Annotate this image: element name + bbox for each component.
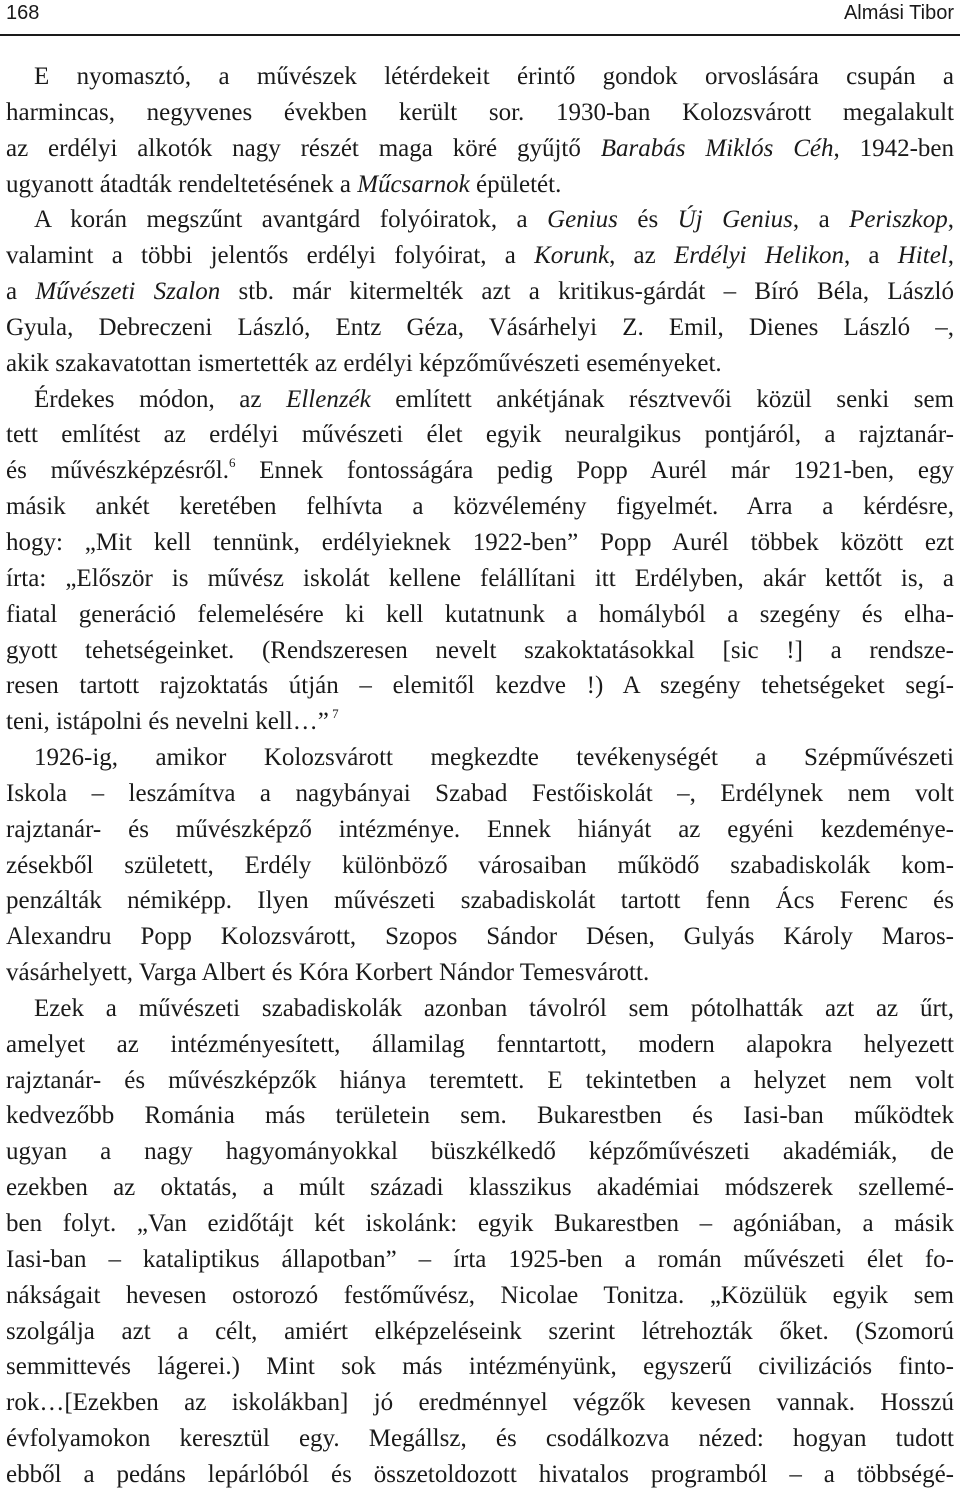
text-line (6, 1349, 954, 1385)
body-text (6, 59, 954, 1493)
text-segment: Gyula, Debreczeni László, Entz Géza, Vásárhelyi Z. Emil, Dienes László –, (6, 313, 954, 341)
text-line (6, 310, 954, 346)
text-line (6, 1098, 954, 1134)
text-line (6, 417, 954, 453)
italic-title: Barabás Miklós Céh (600, 134, 834, 162)
text-line (6, 1027, 954, 1063)
text-segment: , az (609, 242, 674, 270)
text-segment: akik szakavatottan ismertették az erdélyi képzőművészeti eseményeket. (6, 349, 722, 377)
text-segment: írta: „Először is művész iskolát kellene felállítani itt Erdélyben, akár kettőt is, a (6, 564, 954, 592)
text-segment: gyott tehetségeinket. (Rendszeresen nevelt szakoktatásokkal [sic !] a rendsze- (6, 636, 954, 664)
italic-title: Hitel (897, 242, 948, 270)
text-segment: rajztanár- és művészképző intézménye. Ennek hiányát az egyéni kezdeménye- (6, 815, 954, 843)
text-segment: rok…[Ezekben az iskolákban] jó eredménnyel végzők kevesen vannak. Hosszú (6, 1389, 954, 1417)
italic-title: Művészeti Szalon (35, 278, 221, 306)
italic-title: Új Genius (677, 206, 793, 234)
text-line (6, 883, 954, 919)
text-segment: , a (843, 242, 898, 270)
text-segment: említett ankétjának résztvevői közül senki sem (370, 385, 954, 413)
italic-title: Műcsarnok (357, 170, 470, 198)
text-line (6, 776, 954, 812)
text-segment: tett említést az erdélyi művészeti élet egyik neuralgikus pontjáról, a rajztanár- (6, 421, 954, 449)
text-segment: penzálták némiképp. Ilyen művészeti szabadiskolát tartott fenn Ács Ferenc és (6, 887, 954, 915)
text-line (6, 95, 954, 131)
text-line (6, 740, 954, 776)
text-segment: Érdekes módon, az (34, 385, 287, 413)
italic-title: Korunk (534, 242, 610, 270)
text-segment: , 1942-ben (833, 134, 954, 162)
text-line (6, 382, 954, 418)
text-line (6, 1421, 954, 1457)
text-line (6, 1457, 954, 1493)
text-segment: Iasi-ban – kataliptikus állapotban” – írta 1925-ben a román művészeti élet fo- (6, 1245, 954, 1273)
text-line (6, 561, 954, 597)
italic-title: Periszkop (849, 206, 948, 234)
text-segment: A korán megszűnt avantgárd folyóiratok, a (34, 206, 548, 234)
text-line (6, 1206, 954, 1242)
text-line (6, 489, 954, 525)
text-segment: , a (792, 206, 850, 234)
text-segment: valamint a többi jelentős erdélyi folyóirat, a (6, 242, 535, 270)
text-line (6, 991, 954, 1027)
text-segment: kedvezőbb Románia más területein sem. Bukarestben és Iasi-ban működtek (6, 1102, 954, 1130)
text-segment: resen tartott rajzoktatás útján – elemitől kezdve !) A szegény tehetségeket segí- (6, 672, 954, 700)
text-segment: ebből a pedáns lepárlóból és összetoldozott hivatalos programból – a többségé- (6, 1460, 954, 1488)
text-line (6, 633, 954, 669)
text-line (6, 919, 954, 955)
text-line (6, 131, 954, 167)
text-segment: és művészképzésről. (6, 457, 230, 485)
text-segment: másik ankét keretében felhívta a közvélemény figyelmét. Arra a kérdésre, (6, 493, 954, 521)
text-line (6, 453, 954, 489)
text-segment: semmittevés lágerei.) Mint sok más intézményünk, egyszerű civilizációs fintо- (6, 1353, 954, 1381)
header-rule (0, 34, 960, 36)
text-segment: Ennek fontosságára pedig Popp Aurél már 1921-ben, egy (235, 457, 954, 485)
text-line (6, 1385, 954, 1421)
text-segment: az erdélyi alkotók nagy részét maga köré gyűjtő (6, 134, 601, 162)
text-line (6, 346, 954, 382)
italic-title: Ellenzék (286, 385, 371, 413)
text-line (6, 704, 954, 740)
text-segment: vásárhelyett, Varga Albert és Kóra Korbert Nándor Temesvárott. (6, 959, 650, 987)
italic-title: Erdélyi Helikon (673, 242, 844, 270)
text-line (6, 955, 954, 991)
footnote-marker: 6 (229, 455, 236, 471)
page-header (0, 0, 960, 34)
text-line (6, 59, 954, 95)
text-line (6, 1242, 954, 1278)
text-segment: , (947, 206, 954, 234)
text-segment: ezekben az oktatás, a múlt századi klasszikus akadémiai módszerek szellemé- (6, 1174, 954, 1202)
text-segment: évfolyamokon keresztül egy. Megállsz, és csodálkozva nézed: hogyan tudott (6, 1425, 954, 1453)
text-line (6, 274, 954, 310)
text-line (6, 848, 954, 884)
text-line (6, 668, 954, 704)
text-segment: Iskola – leszámítva a nagybányai Szabad Festőiskolát –, Erdélynek nem volt (6, 779, 954, 807)
text-line (6, 1314, 954, 1350)
text-segment: szolgálja azt a célt, amiért elképzeléseink szerint létrehozták őket. (Szomorú (6, 1317, 954, 1345)
text-segment: zésekből született, Erdély különböző városaiban működő szabadiskolák kom- (6, 851, 954, 879)
text-segment: harmincas, negyvenes években került sor. 1930-ban Kolozsvárott megalakult (6, 98, 954, 126)
text-segment: stb. már kitermelték azt a kritikus-gárdát – Bíró Béla, László (220, 278, 954, 306)
text-line (6, 1278, 954, 1314)
text-segment: hogy: „Mit kell tennünk, erdélyieknek 1922-ben” Popp Aurél többek között ezt (6, 528, 954, 556)
text-segment: ben folyt. „Van ezidőtájt két iskolánk: egyik Bukarestben – agóniában, a másik (6, 1210, 954, 1237)
footnote-marker: 7 (328, 706, 339, 722)
text-segment: nákságait hevesen ostorozó festőművész, Nicolae Tonitza. „Közülük egyik sem (6, 1281, 954, 1309)
text-line (6, 597, 954, 633)
text-line (6, 238, 954, 274)
text-segment: rajztanár- és művészképzők hiánya teremtett. E tekintetben a helyzet nem volt (6, 1066, 954, 1094)
text-segment: a (6, 278, 36, 306)
italic-title: Genius (547, 206, 618, 234)
text-line (6, 1063, 954, 1099)
text-line (6, 525, 954, 561)
text-segment: ugyan a nagy hagyományokkal büszkélkedő képzőművészeti akadémiák, de (6, 1138, 954, 1166)
text-line (6, 812, 954, 848)
text-segment: amelyet az intézményesített, államilag fenntartott, modern alapokra helyezett (6, 1030, 954, 1058)
text-segment: E nyomasztó, a művészek létérdekeit érintő gondok orvoslására csupán a (34, 63, 954, 90)
text-line (6, 202, 954, 238)
text-segment: Ezek a művészeti szabadiskolák azonban távolról sem pótolhatták azt az űrt, (34, 994, 954, 1022)
text-segment: teni, istápolni és nevelni kell…” (6, 708, 329, 736)
text-segment: Alexandru Popp Kolozsvárott, Szopos Sándor Désen, Gulyás Károly Maros- (6, 923, 954, 951)
page-number: 168 (6, 2, 40, 24)
running-head-author: Almási Tibor (843, 2, 954, 24)
text-line (6, 167, 954, 203)
text-line (6, 1170, 954, 1206)
text-segment: , (947, 242, 954, 270)
text-segment: ugyanott átadták rendeltetésének a (6, 170, 358, 198)
text-segment: és (617, 206, 678, 234)
text-line (6, 1134, 954, 1170)
text-segment: 1926-ig, amikor Kolozsvárott megkezdte tevékenységét a Szépművészeti (34, 744, 954, 772)
text-segment: épületét. (469, 170, 562, 198)
text-segment: fiatal generáció felemelésére ki kell kutatnunk a homályból a szegény és elha- (6, 600, 954, 628)
